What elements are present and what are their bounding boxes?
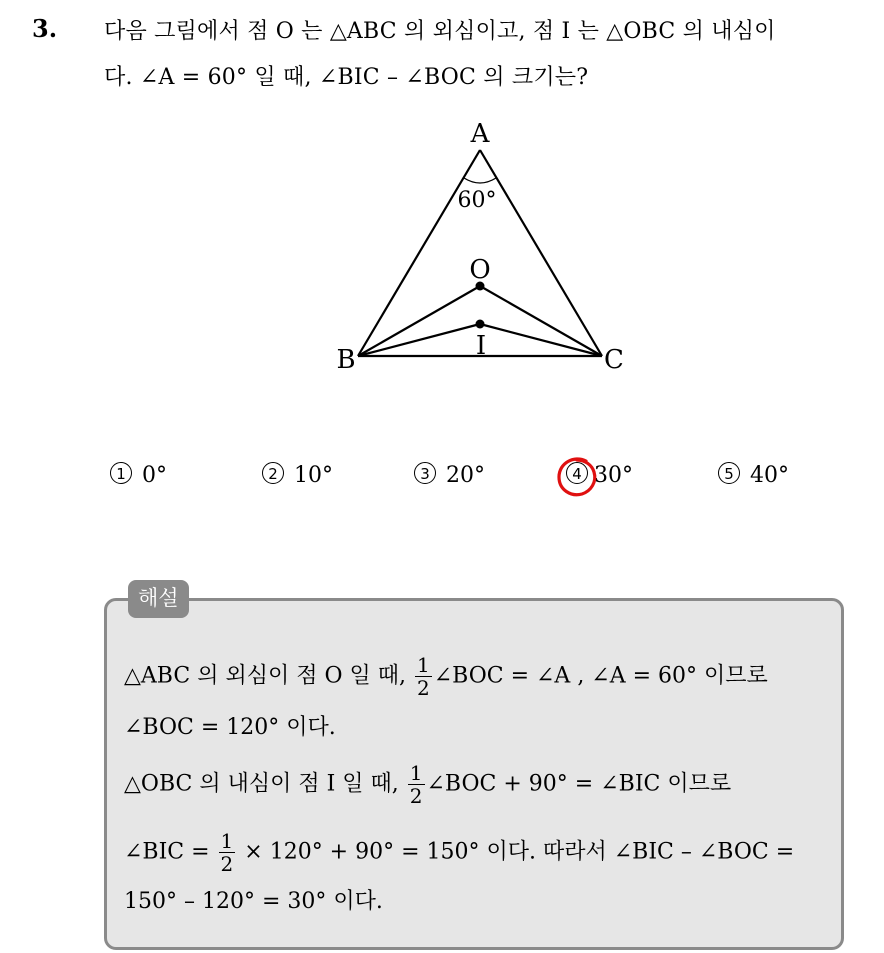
explanation-line1 — [124, 654, 768, 699]
explanation-line4 — [124, 830, 794, 875]
explanation-line5: 150° – 120° = 30° 이다. — [124, 889, 383, 914]
choice-2-mark: 2 — [262, 462, 284, 484]
choice-3-mark: 3 — [414, 462, 436, 484]
choice-2-value: 10° — [294, 463, 333, 488]
choice-2[interactable] — [262, 462, 333, 488]
choice-5[interactable] — [718, 462, 789, 488]
explanation-line2: ∠BOC = 120° 이다. — [124, 715, 336, 740]
segment-ib — [358, 324, 480, 356]
segment-oc — [480, 286, 602, 356]
label-i: I — [475, 331, 487, 361]
label-b: B — [336, 345, 356, 375]
explanation-line3 — [124, 762, 731, 807]
fraction-half — [219, 830, 236, 875]
fraction-denominator: 2 — [409, 784, 423, 808]
segment-ob — [358, 286, 480, 356]
explanation-line3-b: ∠BOC + 90° = ∠BIC 이므로 — [426, 771, 732, 797]
explanation-line4-b: × 120° + 90° = 150° 이다. 따라서 ∠BIC – ∠BOC = — [237, 839, 795, 865]
choice-1[interactable] — [110, 462, 167, 488]
label-o: O — [469, 255, 491, 285]
angle-arc-a — [464, 178, 496, 183]
answer-circle-mark — [552, 452, 604, 504]
angle-label-60: 60° — [457, 188, 497, 213]
fraction-denominator: 2 — [416, 676, 430, 700]
answer-circle-stroke — [559, 459, 595, 495]
explanation-tag: 해설 — [128, 580, 189, 618]
label-a: A — [470, 119, 490, 149]
edge-ab — [358, 150, 480, 356]
choice-3-value: 20° — [446, 463, 485, 488]
choice-1-value: 0° — [142, 463, 167, 488]
choice-1-mark: 1 — [110, 462, 132, 484]
choice-5-mark: 5 — [718, 462, 740, 484]
choice-5-value: 40° — [750, 463, 789, 488]
fraction-numerator: 1 — [416, 653, 430, 677]
triangle-figure — [330, 118, 630, 378]
choice-4-mark: 4 — [566, 462, 588, 484]
question-text-line2: 다. ∠A = 60° 일 때, ∠BIC – ∠BOC 의 크기는? — [104, 65, 589, 90]
fraction-half — [408, 762, 425, 807]
segment-ic — [480, 324, 602, 356]
fraction-numerator: 1 — [220, 829, 234, 853]
fraction-half — [415, 654, 432, 699]
explanation-line1-a: △ABC 의 외심이 점 O 일 때, — [124, 663, 413, 689]
point-i — [476, 320, 485, 329]
fraction-denominator: 2 — [220, 852, 234, 876]
choice-3[interactable] — [414, 462, 485, 488]
explanation-line1-b: ∠BOC = ∠A , ∠A = 60° 이므로 — [433, 663, 768, 689]
label-c: C — [604, 345, 624, 375]
fraction-numerator: 1 — [409, 761, 423, 785]
choice-4-value: 30° — [594, 463, 633, 488]
explanation-line4-a: ∠BIC = — [124, 839, 217, 865]
question-text-line1: 다음 그림에서 점 O 는 △ABC 의 외심이고, 점 I 는 △OBC 의 내심이 — [104, 19, 776, 44]
edge-ac — [480, 150, 602, 356]
question-number: 3. — [32, 14, 58, 43]
explanation-line3-a: △OBC 의 내심이 점 I 일 때, — [124, 771, 406, 797]
